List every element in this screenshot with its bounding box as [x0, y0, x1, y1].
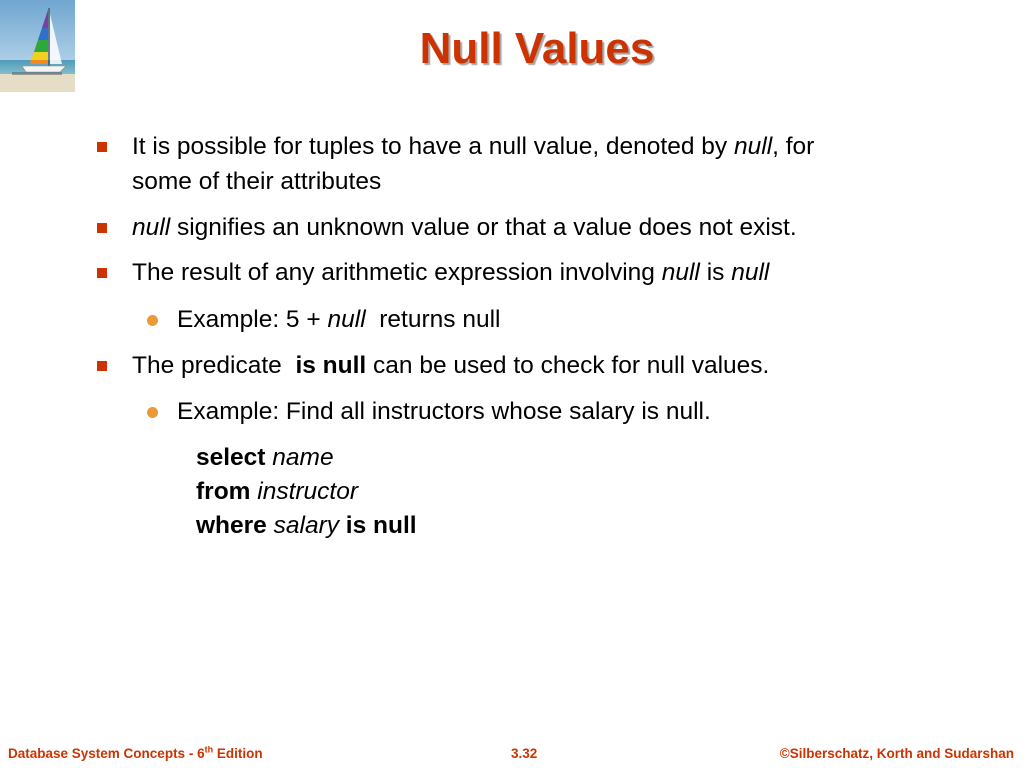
- square-bullet-icon: [97, 142, 107, 152]
- bullet-3-text-b: is: [706, 259, 725, 286]
- bullet-2-text: signifies an unknown value or that a value does not exist.: [176, 214, 797, 241]
- sub-bullet-3-1-text-b: returns null: [379, 306, 501, 333]
- square-bullet-icon: [97, 361, 107, 371]
- bullet-2-null: null: [132, 214, 171, 241]
- bullet-3-null-a: null: [661, 259, 700, 286]
- sql-keyword-where: where: [196, 512, 267, 539]
- sql-from-line: [196, 475, 358, 509]
- square-bullet-icon: [97, 223, 107, 233]
- round-bullet-icon: [147, 315, 158, 326]
- sub-bullet-3-1: [177, 303, 500, 337]
- sql-keyword-select: select: [196, 444, 266, 471]
- bullet-1-null: null: [734, 133, 773, 160]
- sql-keyword-is-null: is null: [345, 512, 417, 539]
- bullet-2: [132, 211, 797, 245]
- sub-bullet-3-1-text-a: Example: 5 +: [177, 306, 321, 333]
- bullet-4-is-null: is null: [295, 352, 367, 379]
- sql-select-line: [196, 441, 334, 475]
- footer-book-title: [8, 746, 263, 761]
- bullet-1-text-a: It is possible for tuples to have a null value, denoted by: [132, 133, 728, 160]
- sub-bullet-4-1: Example: Find all instructors whose salary is null.: [177, 398, 711, 425]
- sql-identifier-salary: salary: [273, 512, 339, 539]
- footer-book-title-sup: th: [204, 744, 214, 755]
- sql-keyword-from: from: [196, 478, 251, 505]
- bullet-1-line-2: some of their attributes: [132, 168, 382, 195]
- bullet-3: [132, 256, 769, 290]
- round-bullet-icon: [147, 407, 158, 418]
- sub-bullet-3-1-null: null: [327, 306, 366, 333]
- footer-copyright: ©Silberschatz, Korth and Sudarshan: [779, 746, 1014, 761]
- bullet-4: [132, 349, 769, 383]
- footer-book-title-suffix: Edition: [213, 746, 263, 761]
- slide-title: Null Values: [419, 24, 655, 73]
- bullet-1-line-1: [132, 130, 814, 164]
- bullet-1-text-b: , for: [772, 133, 815, 160]
- square-bullet-icon: [97, 268, 107, 278]
- bullet-3-text-a: The result of any arithmetic expression involving: [132, 259, 655, 286]
- sql-where-line: [196, 509, 417, 543]
- footer-slide-number: 3.32: [511, 746, 538, 761]
- bullet-3-null-b: null: [731, 259, 770, 286]
- sql-identifier-instructor: instructor: [257, 478, 359, 505]
- bullet-4-text-a: The predicate: [132, 352, 282, 379]
- sql-identifier-name: name: [272, 444, 334, 471]
- bullet-4-text-b: can be used to check for null values.: [373, 352, 770, 379]
- footer-book-title-prefix: Database System Concepts - 6: [8, 746, 205, 761]
